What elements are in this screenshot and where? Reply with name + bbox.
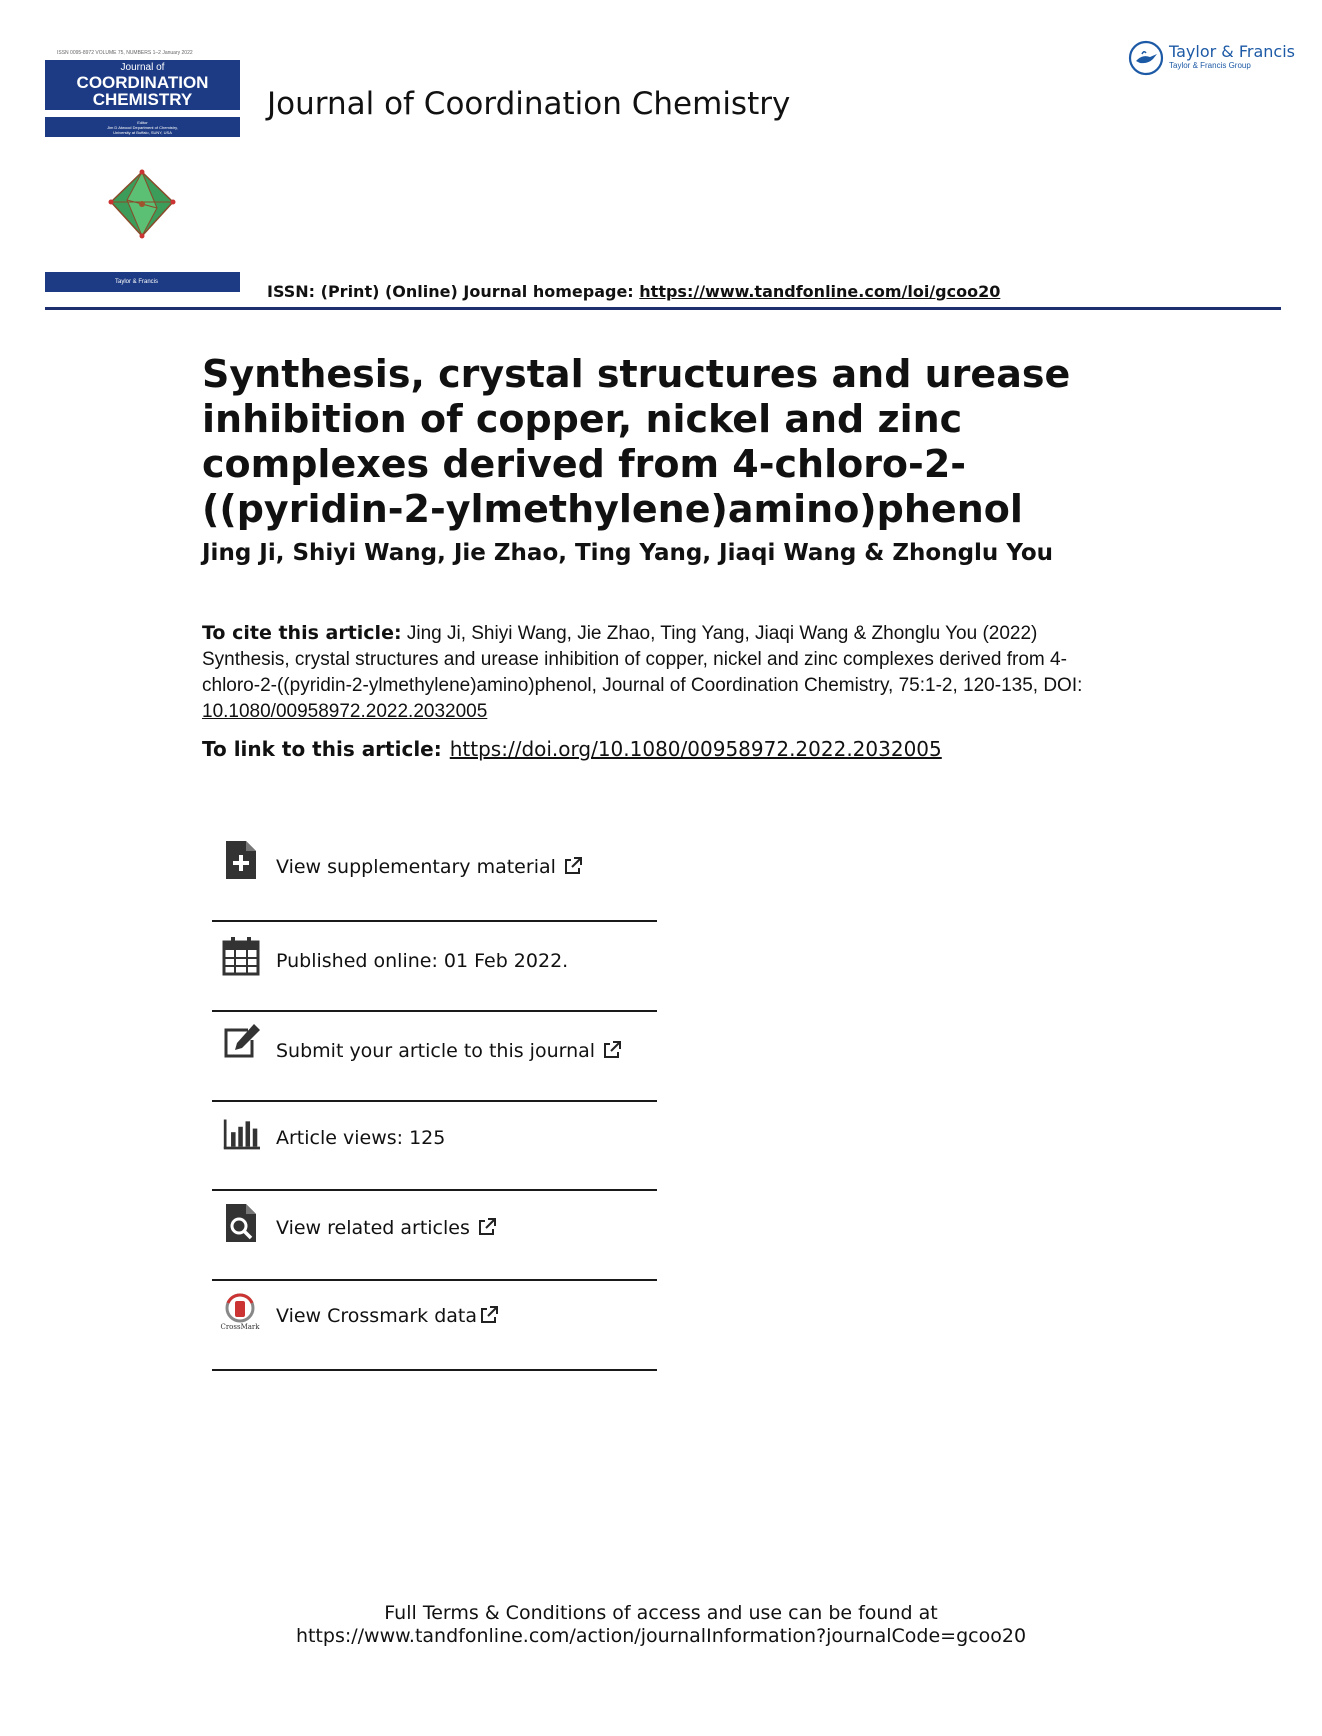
cover-volume-text: ISSN 0095-8972 VOLUME 75, NUMBERS 1–2 January 2022 — [57, 50, 193, 56]
header-divider — [45, 307, 1281, 310]
bar-chart-icon — [222, 1114, 260, 1154]
issn-label: ISSN: (Print) (Online) Journal homepage: — [267, 282, 640, 301]
cover-journal-of: Journal of — [120, 62, 165, 73]
citation-label: To cite this article: — [202, 622, 402, 644]
footer-line1: Full Terms & Conditions of access and use can be found at — [384, 1602, 938, 1624]
file-search-icon — [222, 1203, 260, 1243]
published-row — [212, 920, 657, 1012]
taylor-francis-logo[interactable] — [1128, 40, 1295, 78]
journal-homepage-link[interactable]: https://www.tandfonline.com/loi/gcoo20 — [639, 282, 1001, 301]
external-link-icon — [480, 1306, 498, 1324]
calendar-icon — [222, 936, 260, 976]
published-date: Published online: 01 Feb 2022. — [276, 950, 569, 972]
crossmark-row[interactable] — [212, 1279, 657, 1371]
taylor-francis-lamp-icon — [1128, 40, 1164, 76]
journal-title: Journal of Coordination Chemistry — [267, 86, 791, 122]
crossmark-badge-icon — [218, 1293, 262, 1323]
supplementary-row[interactable] — [212, 832, 657, 922]
external-link-icon — [564, 857, 582, 875]
submit-row[interactable] — [212, 1010, 657, 1102]
crossmark-icon — [218, 1293, 262, 1333]
footer-terms — [0, 1602, 1322, 1648]
citation-doi-link[interactable]: 10.1080/00958972.2022.2032005 — [202, 701, 488, 722]
article-doi-url[interactable]: https://doi.org/10.1080/00958972.2022.2032005 — [449, 737, 942, 761]
footer-terms-url[interactable]: https://www.tandfonline.com/action/journalInformation?journalCode=gcoo20 — [295, 1625, 1027, 1647]
crossmark-label: View Crossmark data — [276, 1305, 498, 1327]
submit-label: Submit your article to this journal — [276, 1040, 621, 1062]
cover-molecule-image — [107, 168, 177, 240]
article-authors: Jing Ji, Shiyi Wang, Jie Zhao, Ting Yang, Jiaqi Wang & Zhonglu You — [202, 540, 1054, 566]
journal-cover — [45, 50, 240, 295]
article-title: Synthesis, crystal structures and urease inhibition of copper, nickel and zinc complexes derived from 4-chloro-2-((pyridin-2-ylmethylene)amino)phenol — [202, 352, 1071, 531]
cover-title-line1: COORDINATION — [76, 73, 209, 92]
publisher-name: Taylor & Francis — [1169, 42, 1295, 61]
supplementary-label: View supplementary material — [276, 856, 582, 878]
file-plus-icon — [222, 840, 260, 880]
crossmark-badge-text: CrossMark — [220, 1323, 260, 1331]
cover-title-line2: CHEMISTRY — [92, 90, 193, 109]
article-views: Article views: 125 — [276, 1127, 446, 1149]
publisher-group: Taylor & Francis Group — [1169, 61, 1251, 70]
external-link-icon — [478, 1218, 496, 1236]
related-articles-row[interactable] — [212, 1189, 657, 1281]
cover-publisher-band — [45, 272, 240, 292]
related-articles-label: View related articles — [276, 1217, 496, 1239]
cover-banner — [45, 60, 240, 110]
cover-editor-band: Editor Jim D Atwood Department of Chemistry, University at Buffalo, SUNY, USA — [45, 117, 240, 137]
article-link-line — [202, 737, 942, 761]
cover-publisher-text: Taylor & Francis — [115, 279, 159, 285]
article-link-label: To link to this article: — [202, 737, 442, 761]
issn-homepage-line — [267, 282, 1000, 301]
citation-block — [202, 620, 1122, 725]
edit-icon — [222, 1022, 260, 1062]
citation-text: Jing Ji, Shiyi Wang, Jie Zhao, Ting Yang, Jiaqi Wang & Zhonglu You (2022) Synthesis, crystal structures and urease inhibition of copper, nickel and zinc complexes derived from 4-chloro-2-((pyridin-2-ylmethylene)amino)phenol, Journal of Coordination Chemistry, 75:1-2, 120-135, DOI: — [202, 623, 1083, 696]
article-views-row — [212, 1100, 657, 1191]
external-link-icon — [603, 1041, 621, 1059]
